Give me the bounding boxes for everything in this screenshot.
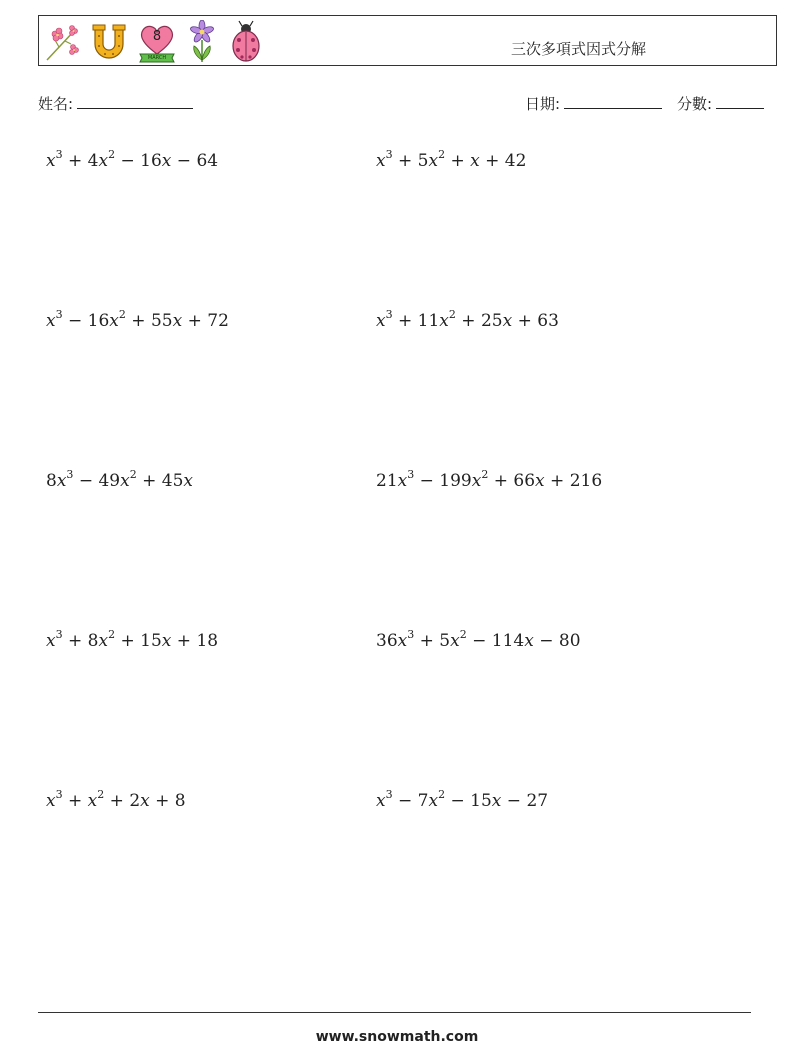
term-coefficient: 72 [207,311,229,331]
problem-6 [376,468,603,491]
term-exponent: 3 [66,468,74,481]
polynomial-term [470,791,501,811]
date-field [525,93,662,114]
problem-2 [376,148,527,171]
term-operator: − [392,791,418,811]
term-operator: − [115,151,141,171]
term-exponent: 2 [438,788,446,801]
term-coefficient: 80 [558,631,581,651]
polynomial-term [46,308,63,331]
term-variable: x [450,631,460,651]
term-coefficient: 7 [417,791,429,811]
term-operator: + [512,311,538,331]
polynomial-term [87,788,105,811]
term-operator: + [488,471,514,491]
term-variable: x [120,471,130,491]
term-coefficient: 49 [98,471,121,491]
term-exponent: 3 [385,148,393,161]
flower-branch-icon [45,20,81,64]
term-coefficient: 64 [196,151,219,171]
polynomial-term [481,311,512,331]
term-variable: x [397,631,408,651]
badge-number: 8 [152,29,162,44]
term-operator: + [414,631,440,651]
term-operator: + [455,311,481,331]
name-field [38,93,193,114]
term-variable: x [439,311,449,331]
term-coefficient: 25 [480,311,503,331]
term-variable: x [98,151,109,171]
name-blank[interactable] [77,94,193,109]
term-exponent: 2 [459,628,467,641]
term-coefficient: 18 [196,631,219,651]
term-coefficient: 16 [140,151,162,171]
term-variable: x [172,311,183,331]
term-variable: x [87,791,98,811]
footer-divider [38,1012,751,1013]
term-variable: x [183,471,194,491]
term-operator: + [62,791,88,811]
ladybug-icon [229,20,263,64]
polynomial-term [470,151,480,171]
term-coefficient: 5 [417,151,429,171]
purple-flower-icon [187,20,217,64]
problem-10 [376,788,549,811]
polynomial-term [439,628,467,651]
term-variable: x [470,151,480,171]
badge-ribbon-text: MARCH [147,55,167,61]
term-operator: + [182,311,208,331]
polynomial-term [46,628,63,651]
term-operator: + [171,631,197,651]
term-coefficient: 2 [129,791,141,811]
term-exponent: 3 [385,308,393,321]
term-coefficient: 8 [174,791,186,811]
polynomial-term [162,471,193,491]
term-coefficient: 27 [526,791,549,811]
term-operator: − [501,791,527,811]
term-variable: x [524,631,534,651]
term-exponent: 2 [108,148,116,161]
term-coefficient: 15 [140,631,162,651]
term-operator: + [115,631,141,651]
term-operator: − [62,311,88,331]
polynomial-term [46,148,63,171]
term-variable: x [46,151,56,171]
term-variable: x [161,631,172,651]
term-operator: + [62,631,88,651]
term-exponent: 2 [118,308,126,321]
term-exponent: 2 [108,628,116,641]
term-variable: x [46,311,56,331]
heart-8-march-icon [137,20,177,64]
score-field [677,93,764,114]
polynomial-term [505,151,527,171]
term-coefficient: 21 [376,471,398,491]
term-operator: + [479,151,505,171]
polynomial-term [376,468,415,491]
term-coefficient: 8 [87,631,99,651]
term-operator: − [445,791,471,811]
polynomial-term [376,628,415,651]
polynomial-term [537,311,559,331]
term-coefficient: 55 [150,311,173,331]
problem-3 [46,308,229,331]
term-operator: − [73,471,99,491]
term-coefficient: 45 [161,471,184,491]
polynomial-term [196,631,218,651]
term-coefficient: 216 [569,471,603,491]
term-operator: − [171,151,197,171]
term-operator: − [466,631,492,651]
term-variable: x [46,791,56,811]
term-variable: x [161,151,172,171]
term-coefficient: 199 [439,471,472,491]
page-title: 三次多項式因式分解 [511,40,647,58]
polynomial-term [376,148,393,171]
term-variable: x [46,631,56,651]
header-box [38,15,777,66]
term-variable: x [140,791,150,811]
polynomial-term [87,628,116,651]
problem-5 [46,468,194,491]
term-coefficient: 114 [491,631,525,651]
term-operator: + [136,471,162,491]
term-exponent: 2 [97,788,105,801]
score-label: 分數: [677,95,713,113]
term-operator: + [62,151,88,171]
horseshoe-icon [89,20,129,64]
term-variable: x [491,791,502,811]
term-coefficient: 15 [470,791,492,811]
term-operator: + [104,791,130,811]
polynomial-term [526,791,548,811]
footer-website: www.snowmath.com [315,1029,479,1045]
term-variable: x [376,791,386,811]
term-operator: + [445,151,471,171]
polynomial-term [196,151,218,171]
polynomial-term [439,468,489,491]
term-exponent: 3 [407,468,415,481]
term-variable: x [376,311,386,331]
term-operator: − [414,471,440,491]
term-coefficient: 63 [537,311,559,331]
term-variable: x [98,631,109,651]
polynomial-term [87,148,116,171]
term-coefficient: 16 [87,311,110,331]
term-exponent: 2 [438,148,446,161]
polynomial-term [513,471,544,491]
term-variable: x [535,471,545,491]
term-variable: x [471,471,482,491]
term-variable: x [428,791,439,811]
term-variable: x [109,311,119,331]
term-variable: x [56,471,67,491]
term-exponent: 2 [448,308,456,321]
term-variable: x [428,151,439,171]
term-operator: + [125,311,151,331]
polynomial-term [98,468,137,491]
polynomial-term [87,308,126,331]
term-coefficient: 42 [504,151,527,171]
term-exponent: 3 [55,308,63,321]
polynomial-term [417,148,446,171]
polynomial-term [140,151,171,171]
term-exponent: 3 [55,788,63,801]
polynomial-term [376,308,393,331]
polynomial-term [140,631,171,651]
term-variable: x [502,311,513,331]
polynomial-term [559,631,581,651]
name-label: 姓名: [38,95,74,113]
polynomial-term [46,468,74,491]
polynomial-term [129,791,149,811]
term-exponent: 2 [129,468,137,481]
polynomial-term [207,311,229,331]
term-exponent: 2 [481,468,489,481]
score-blank[interactable] [716,94,764,109]
polynomial-term [151,311,182,331]
polynomial-term [46,788,63,811]
polynomial-term [570,471,602,491]
term-operator: + [392,311,418,331]
term-exponent: 3 [55,628,63,641]
term-exponent: 3 [407,628,415,641]
problem-9 [46,788,186,811]
date-blank[interactable] [564,94,662,109]
term-variable: x [376,151,386,171]
term-operator: + [544,471,570,491]
term-operator: + [392,151,418,171]
term-coefficient: 4 [87,151,99,171]
polynomial-term [417,788,446,811]
term-coefficient: 8 [46,471,57,491]
term-coefficient: 11 [417,311,440,331]
term-exponent: 3 [55,148,63,161]
problem-4 [376,308,559,331]
problem-1 [46,148,219,171]
problem-8 [376,628,581,651]
polynomial-term [492,631,534,651]
term-exponent: 3 [385,788,393,801]
polynomial-term [376,788,393,811]
problem-7 [46,628,219,651]
term-operator: + [149,791,175,811]
term-coefficient: 5 [439,631,451,651]
term-coefficient: 36 [376,631,398,651]
date-label: 日期: [525,95,561,113]
term-coefficient: 66 [513,471,536,491]
term-variable: x [397,471,408,491]
polynomial-term [417,308,456,331]
term-operator: − [533,631,559,651]
polynomial-term [175,791,186,811]
